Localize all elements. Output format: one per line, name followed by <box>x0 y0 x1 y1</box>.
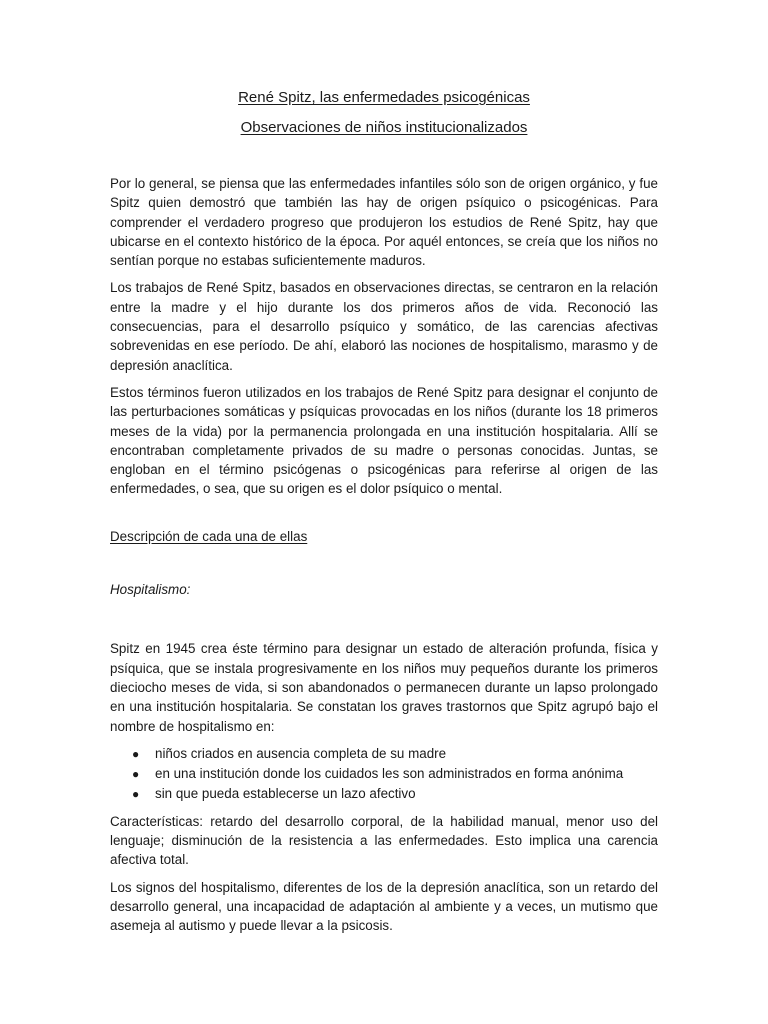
trastornos-list <box>110 744 658 804</box>
paragraph-trabajos: Los trabajos de René Spitz, basados en observaciones directas, se centraron en la relación entre la madre y el hijo durante los dos primeros años de vida. Reconoció las consecuencias, para el desarrollo psíquico y somático, de las carencias afectivas sobrevenidas en ese período. De ahí, elaboró las nociones de hospitalismo, marasmo y de depresión anaclítica. <box>110 280 658 373</box>
list-item <box>132 764 658 784</box>
document-body <box>110 174 658 944</box>
paragraph-caracteristicas: Características: retardo del desarrollo corporal, de la habilidad manual, menor uso del lenguaje; disminución de la resistencia a las enfermedades. Esto implica una carencia afectiva total. <box>110 813 658 868</box>
bullet-icon: ● <box>132 766 140 781</box>
section-heading: Descripción de cada una de ellas <box>110 528 308 544</box>
list-item-text: niños criados en ausencia completa de su madre <box>155 745 447 761</box>
paragraph-hospitalismo-intro: Spitz en 1945 crea éste término para designar un estado de alteración profunda, física y psíquica, que se instala progresivamente en los niños muy pequeños durante los primeros dieciocho meses de vida, si son abandonados o permanecen durante un lapso prolongado en una institución hospitalaria. Se constatan los graves trastornos que Spitz agrupó bajo el nombre de hospitalismo en: <box>110 641 658 734</box>
list-item <box>132 744 658 764</box>
list-item-text: en una institución donde los cuidados les son administrados en forma anónima <box>155 765 624 781</box>
bullet-icon: ● <box>132 746 140 761</box>
document-title: René Spitz, las enfermedades psicogénicas <box>238 89 530 106</box>
paragraph-intro: Por lo general, se piensa que las enfermedades infantiles sólo son de origen orgánico, y fue Spitz quien demostró que también las hay de origen psíquico o psicogénicas. Para comprender el verdadero progreso que produjeron los estudios de René Spitz, hay que ubicarse en el contexto histórico de la época. Por aquél entonces, se creía que los niños no sentían porque no estabas suficientemente maduros. <box>110 176 658 269</box>
document-subtitle: Observaciones de niños institucionalizados <box>240 119 528 136</box>
list-item-text: sin que pueda establecerse un lazo afectivo <box>155 785 416 801</box>
paragraph-terminos: Estos términos fueron utilizados en los trabajos de René Spitz para designar el conjunto de las perturbaciones somáticas y psíquicas provocadas en los niños (durante los 18 primeros meses de la vida) por la permanencia prolongada en una institución hospitalaria. Allí se encontraban completamente privados de su madre o personas conocidas. Juntas, se engloban en el término psicógenas o psicogénicas para referirse al origen de las enfermedades, o sea, que su origen es el dolor psíquico o mental. <box>110 384 658 497</box>
paragraph-signos: Los signos del hospitalismo, diferentes de los de la depresión anaclítica, son un retardo del desarrollo general, una incapacidad de adaptación al ambiente y a veces, un mutismo que asemeja al autismo y puede llevar a la psicosis. <box>110 879 658 934</box>
list-item <box>132 784 658 804</box>
bullet-icon: ● <box>132 786 140 801</box>
hospitalismo-heading: Hospitalismo: <box>110 582 191 598</box>
